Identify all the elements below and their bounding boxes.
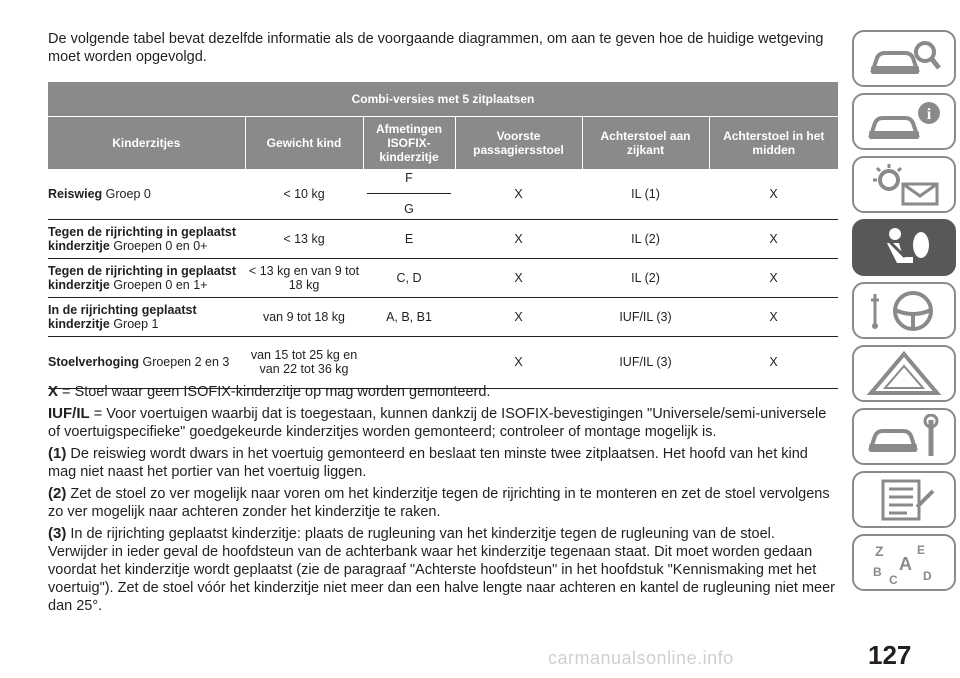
row-weight: < 10 kg (245, 169, 363, 219)
table-row (48, 258, 838, 297)
row-isofix-size: E (363, 219, 455, 258)
row-middle: X (709, 219, 838, 258)
child-seat-table (48, 82, 838, 389)
row-middle: X (709, 169, 838, 219)
car-info-icon (865, 99, 943, 145)
row-seat-type: Tegen de rijrichting in geplaatst kinderzitje Groepen 0 en 1+ (48, 258, 245, 297)
chapter-tab-index[interactable] (852, 534, 956, 591)
row-weight: < 13 kg (245, 219, 363, 258)
row-side: IL (2) (582, 219, 709, 258)
row-weight: < 13 kg en van 9 tot 18 kg (245, 258, 363, 297)
row-isofix-size: A, B, B1 (363, 297, 455, 336)
page-number: 127 (868, 640, 912, 670)
note-1: (1) De reiswieg wordt dwars in het voertuig gemonteerd en beslaat ten minste twee zitplaatsen. Het hoofd van het kind mag niet naast het portier van het voertuig liggen. (48, 445, 808, 480)
note-x: X = Stoel waar geen ISOFIX-kinderzitje op mag worden gemonteerd. (48, 383, 491, 400)
note-2: (2) Zet de stoel zo ver mogelijk naar voren om het kinderzitje tegen de rijrichting in te monteren en zet de stoel vervolgens zo ver mogelijk naar achteren zonder het kinderzitje te raken. (48, 485, 830, 520)
row-seat-type: Reiswieg Groep 0 (48, 169, 245, 219)
row-middle: X (709, 336, 838, 388)
row-side: IUF/IL (3) (582, 297, 709, 336)
row-seat-type: In de rijrichting geplaatst kinderzitje Groep 1 (48, 297, 245, 336)
warning-triangle-icon (865, 351, 943, 397)
chapter-tab-emergency[interactable] (852, 345, 956, 402)
notes-section (48, 383, 838, 619)
car-search-icon (865, 36, 943, 82)
row-isofix-size: F G (363, 169, 455, 219)
svg-text:C: C (889, 572, 898, 586)
row-side: IL (1) (582, 169, 709, 219)
steering-wheel-icon (865, 288, 943, 334)
row-side: IUF/IL (3) (582, 336, 709, 388)
row-seat-type: Tegen de rijrichting in geplaatst kinderzitje Groepen 0 en 0+ (48, 219, 245, 258)
row-isofix-size (363, 336, 455, 388)
chapter-tab-car-search[interactable] (852, 30, 956, 87)
row-middle: X (709, 297, 838, 336)
chapter-sidebar (852, 30, 957, 597)
row-front: X (455, 258, 582, 297)
table-banner: Combi-versies met 5 zitplaatsen (48, 82, 838, 117)
row-front: X (455, 219, 582, 258)
row-front: X (455, 169, 582, 219)
chapter-tab-driving[interactable] (852, 282, 956, 339)
note-iuf-il: IUF/IL = Voor voertuigen waarbij dat is toegestaan, kunnen dankzij de ISOFIX-bevestigingen "Universele/semi-universele of voertuigspecifieke" goedgekeurde kinderzitjes worden gemonteerd; controleer of montage mogelijk is. (48, 405, 827, 440)
table-row (48, 219, 838, 258)
row-middle: X (709, 258, 838, 297)
svg-text:B: B (873, 564, 882, 579)
airbag-seat-icon (865, 225, 943, 271)
row-front: X (455, 297, 582, 336)
chapter-tab-maintenance[interactable] (852, 408, 956, 465)
col-header-kinderzitjes: Kinderzitjes (48, 117, 245, 170)
col-header-gewicht: Gewicht kind (245, 117, 363, 170)
chapter-tab-safety[interactable] (852, 219, 956, 276)
col-header-voorste: Voorste passagiersstoel (455, 117, 582, 170)
chapter-tab-warning-lights[interactable] (852, 156, 956, 213)
col-header-isofix: Afmetingen ISOFIX-kinderzitje (363, 117, 455, 170)
row-weight: van 15 tot 25 kg en van 22 tot 36 kg (245, 336, 363, 388)
note-3: (3) In de rijrichting geplaatst kinderzitje: plaats de rugleuning van het kinderzitje tegen de rugleuning van de stoel. Verwijder in ieder geval de hoofdsteun van de achterbank waar het kinderzitje tegenaan staat. Dit moet worden gedaan voordat het kinderzitje wordt geplaatst (zie de paragraaf "Achterste hoofdsteun" in het hoofdstuk "Kennismaking met het voertuig"). Zet de stoel vóór het kinderzitje niet meer dan een halve lengte naar achteren en kantel de rugleuning niet meer dan 25°. (48, 525, 836, 614)
svg-text:i: i (926, 105, 932, 123)
row-side: IL (2) (582, 258, 709, 297)
table-row (48, 297, 838, 336)
table-row (48, 336, 838, 388)
svg-text:A: A (899, 553, 912, 574)
watermark: carmanualsonline.info (548, 648, 734, 668)
col-header-zijkant: Achterstoel aan zijkant (582, 117, 709, 170)
intro-paragraph: De volgende tabel bevat dezelfde informatie als de voorgaande diagrammen, om aan te geven hoe de huidige wetgeving moet worden opgevolgd. (48, 31, 824, 65)
car-wrench-icon (865, 414, 943, 460)
table-row (48, 169, 838, 219)
svg-text:Z: Z (875, 542, 884, 559)
svg-text:D: D (923, 568, 932, 583)
svg-text:E: E (917, 542, 926, 557)
checklist-icon (865, 477, 943, 523)
row-front: X (455, 336, 582, 388)
row-weight: van 9 tot 18 kg (245, 297, 363, 336)
row-isofix-size: C, D (363, 258, 455, 297)
row-seat-type: Stoelverhoging Groepen 2 en 3 (48, 336, 245, 388)
chapter-tab-car-info[interactable] (852, 93, 956, 150)
col-header-midden: Achterstoel in het midden (709, 117, 838, 170)
chapter-tab-specs[interactable] (852, 471, 956, 528)
alphabet-index-icon (865, 540, 943, 586)
warning-light-mail-icon (865, 162, 943, 208)
